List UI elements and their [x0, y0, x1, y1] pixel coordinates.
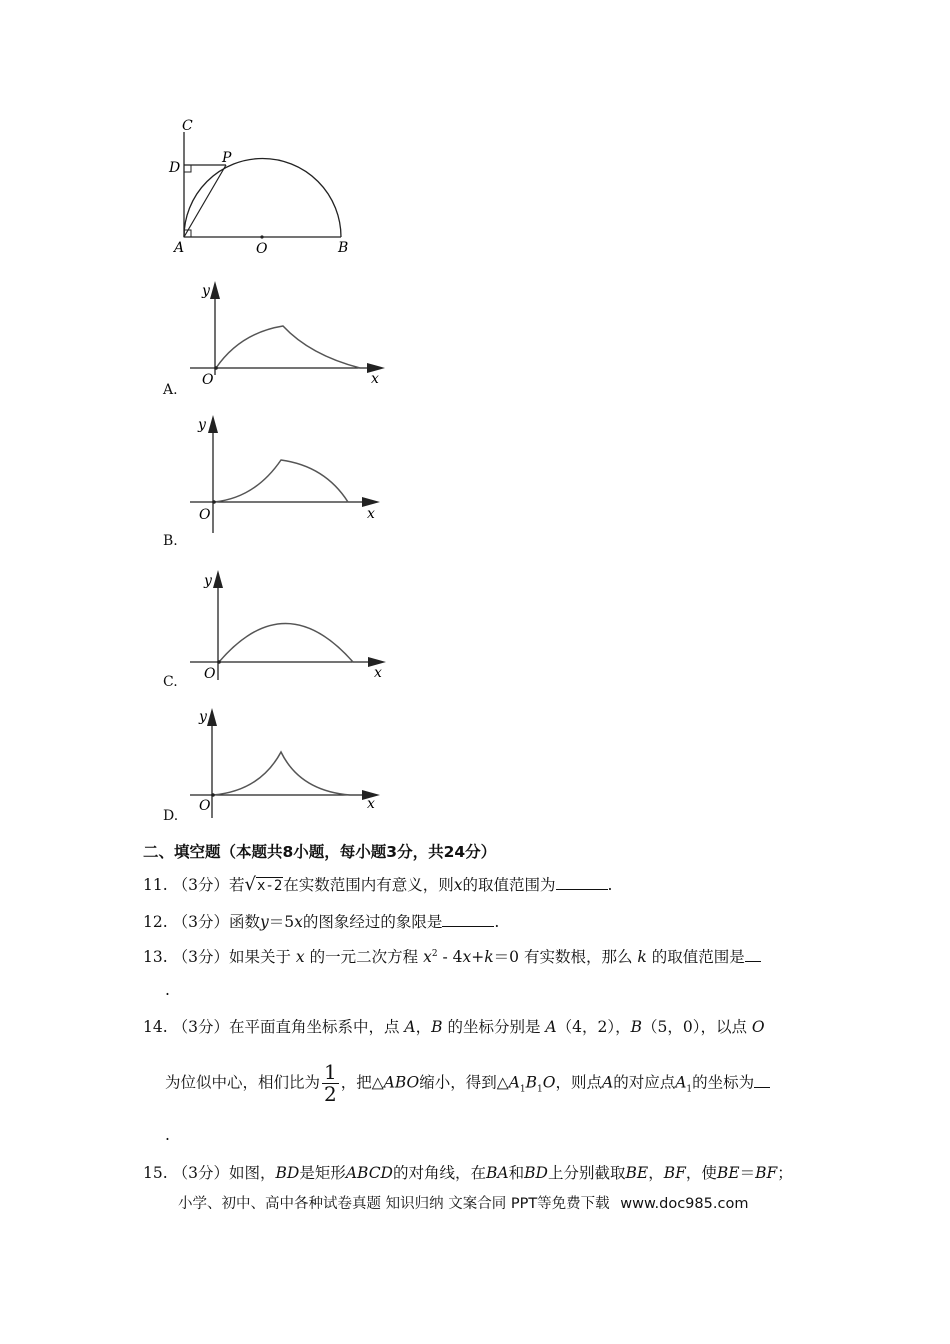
option-d-graph	[185, 703, 395, 818]
answer-blank	[745, 947, 761, 962]
question-15: 15. （3分）如图，BD是矩形ABCD的对角线，在BA和BD上分别截取BE，BF，使BE＝BF；	[143, 1164, 793, 1182]
sqrt-expression: √x-2	[244, 874, 283, 895]
question-number: 11.	[143, 876, 168, 894]
y-axis-label: y	[199, 709, 207, 725]
point-c: C	[182, 118, 193, 134]
question-score: （3分）	[172, 948, 229, 966]
footer	[178, 1192, 748, 1213]
origin-label: O	[199, 798, 211, 814]
footer-text: 小学、初中、高中各种试卷真题 知识归纳 文案合同 PPT等免费下载	[178, 1196, 610, 1212]
option-a-label: A.	[163, 382, 178, 398]
point-b: B	[338, 240, 349, 256]
origin-label: O	[204, 666, 216, 682]
question-score: （3分）	[172, 1164, 229, 1182]
answer-blank	[754, 1073, 770, 1088]
geometry-figure	[160, 110, 370, 260]
question-number: 13.	[143, 948, 168, 966]
question-14-line2: 为位似中心，相们比为 $\frac{1}{2}$ ，把△ABO缩小，得到$\triangle A_1B_1O$，则点A的对应点$A_1$的坐标为	[165, 1062, 770, 1105]
y-axis-label: y	[202, 283, 210, 299]
question-number: 14.	[143, 1018, 168, 1036]
question-14-end: .	[165, 1126, 170, 1144]
y-axis-label: y	[204, 573, 212, 589]
option-a-graph	[185, 275, 395, 390]
question-number: 15.	[143, 1164, 168, 1182]
question-score: （3分）	[172, 876, 229, 894]
question-14-line1: 14. （3分）在平面直角坐标系中，点 A，B 的坐标分别是 A（4，2），B（5，0），以点 O	[143, 1018, 765, 1036]
origin-label: O	[199, 507, 211, 523]
x-axis-label: x	[367, 506, 375, 522]
question-number: 12.	[143, 913, 168, 931]
option-b-graph	[185, 410, 395, 535]
option-b-label: B.	[163, 533, 178, 549]
fraction: $\frac{1}{2}$	[324, 1060, 337, 1106]
x-axis-label: x	[367, 796, 375, 812]
question-13: 13. （3分）如果关于 x 的一元二次方程 $x^2 - 4x+k=0$ 有实数根，那么 k 的取值范围是	[143, 945, 761, 967]
x-axis-label: x	[374, 665, 382, 681]
y-axis-label: y	[198, 417, 206, 433]
question-12: 12. （3分）函数y＝5x的图象经过的象限是 .	[143, 913, 500, 931]
x-axis-label: x	[371, 371, 379, 387]
point-p: P	[222, 150, 232, 166]
question-13-end: .	[165, 981, 170, 999]
option-d-label: D.	[163, 808, 179, 824]
point-a: A	[174, 240, 185, 256]
footer-link[interactable]: www.doc985.com	[620, 1196, 749, 1212]
origin-label: O	[202, 372, 214, 388]
question-score: （3分）	[172, 1018, 229, 1036]
question-11: 11. （3分）若√x-2在实数范围内有意义，则x的取值范围为 .	[143, 874, 613, 895]
section-title: 二、填空题（本题共8小题，每小题3分，共24分）	[143, 843, 497, 861]
question-score: （3分）	[172, 913, 229, 931]
point-d: D	[169, 160, 181, 176]
answer-blank	[442, 912, 494, 927]
answer-blank	[556, 875, 608, 890]
point-o: O	[256, 241, 268, 257]
option-c-graph	[185, 565, 400, 685]
option-c-label: C.	[163, 674, 178, 690]
